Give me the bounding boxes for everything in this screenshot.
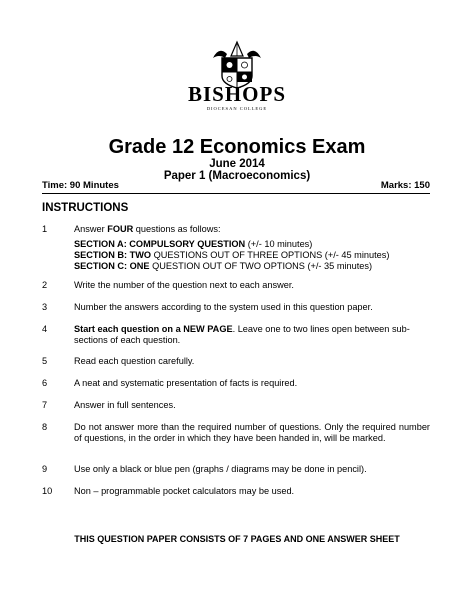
section-a-line: SECTION A: COMPULSORY QUESTION (+/- 10 minutes): [74, 239, 313, 249]
exam-paper: Paper 1 (Macroeconomics): [163, 170, 311, 182]
instruction-item-4: 4 Start each question on a NEW PAGE. Leave one to two lines open between sub-sections of each question.: [42, 324, 410, 345]
instruction-item-5: 5 Read each question carefully.: [42, 356, 195, 366]
exam-marks: Marks: 150: [380, 180, 430, 191]
instruction-item-7: 7 Answer in full sentences.: [42, 400, 176, 410]
item-number: 1: [42, 224, 48, 234]
instruction-item-8: 8 Do not answer more than the required number of questions. Only the required number of questions, in the order in which they have been handed in, will be marked.: [42, 422, 430, 443]
section-b-line: SECTION B: TWO QUESTIONS OUT OF THREE OPTIONS (+/- 45 minutes): [74, 250, 390, 260]
instruction-item-9: 9 Use only a black or blue pen (graphs / diagrams may be done in pencil).: [42, 464, 367, 474]
exam-meta-row: [42, 180, 430, 194]
instruction-item-6: 6 A neat and systematic presentation of facts is required.: [42, 378, 298, 388]
instruction-item-3: 3 Number the answers according to the system used in this question paper.: [42, 302, 373, 312]
instruction-item-1: [42, 224, 430, 235]
sections-list: [74, 239, 389, 272]
instruction-item-10: 10 Non – programmable pocket calculators may be used.: [42, 486, 295, 496]
exam-date: June 2014: [209, 158, 265, 170]
school-subtitle: DIOCESAN COLLEGE: [206, 106, 268, 111]
exam-time: Time: 90 Minutes: [42, 180, 119, 191]
item-text: Answer FOUR questions as follows:: [74, 224, 221, 234]
exam-title: Grade 12 Economics Exam: [108, 136, 366, 158]
section-c-line: SECTION C: ONE QUESTION OUT OF TWO OPTIONS (+/- 35 minutes): [74, 261, 373, 271]
instruction-item-2: 2 Write the number of the question next to each answer.: [42, 280, 294, 290]
instructions-heading: INSTRUCTIONS: [42, 202, 129, 214]
school-name: BISHOPS: [187, 82, 287, 106]
page-count-footer: THIS QUESTION PAPER CONSISTS OF 7 PAGES AND ONE ANSWER SHEET: [74, 534, 400, 544]
